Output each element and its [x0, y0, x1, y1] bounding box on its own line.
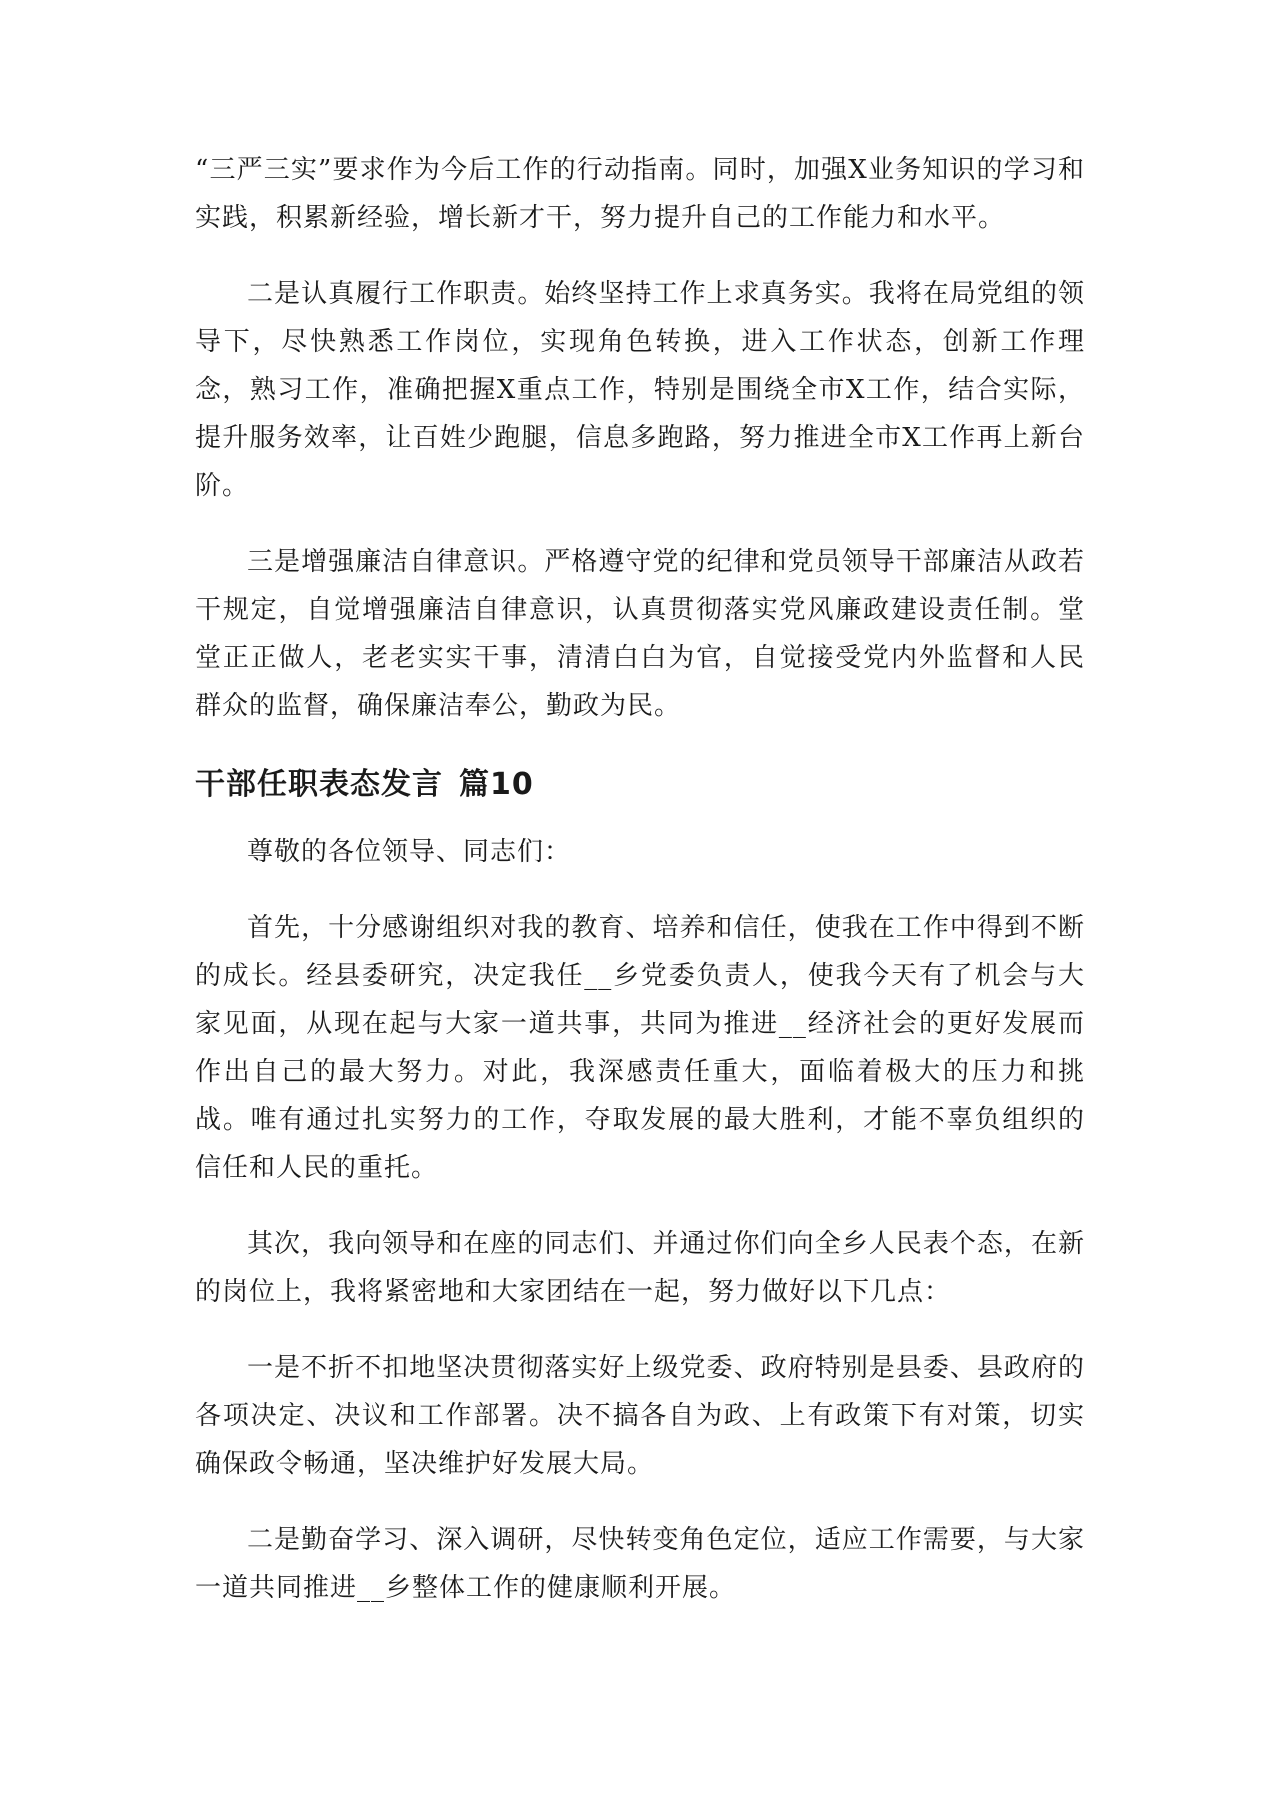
paragraph-point-two: 二是勤奋学习、深入调研，尽快转变角色定位，适应工作需要，与大家一道共同推进__乡整体工作的健康顺利开展。 [195, 1525, 1085, 1603]
section-title: 干部任职表态发言 [195, 767, 443, 802]
paragraph-salutation: 尊敬的各位领导、同志们： [247, 837, 572, 867]
paragraph-pledge-intro: 其次，我向领导和在座的同志们、并通过你们向全乡人民表个态，在新的岗位上，我将紧密地和大家团结在一起，努力做好以下几点： [195, 1229, 1085, 1307]
paragraph-gratitude: 首先，十分感谢组织对我的教育、培养和信任，使我在工作中得到不断的成长。经县委研究，决定我任__乡党委负责人，使我今天有了机会与大家见面，从现在起与大家一道共事，共同为推进__经济社会的更好发展而作出自己的最大努力。对此，我深感责任重大，面临着极大的压力和挑战。唯有通过扎实努力的工作，夺取发展的最大胜利，才能不辜负组织的信任和人民的重托。 [195, 913, 1085, 1183]
paragraph-integrity: 三是增强廉洁自律意识。严格遵守党的纪律和党员领导干部廉洁从政若干规定，自觉增强廉洁自律意识，认真贯彻落实党风廉政建设责任制。堂堂正正做人，老老实实干事，清清白白为官，自觉接受党内外监督和人民群众的监督，确保廉洁奉公，勤政为民。 [195, 547, 1085, 721]
section-heading [195, 760, 1085, 810]
paragraph-continuation: “三严三实”要求作为今后工作的行动指南。同时，加强X业务知识的学习和实践，积累新经验，增长新才干，努力提升自己的工作能力和水平。 [195, 155, 1085, 233]
document-body [195, 146, 1085, 1640]
section-number: 篇10 [459, 767, 534, 802]
paragraph-point-one: 一是不折不扣地坚决贯彻落实好上级党委、政府特别是县委、县政府的各项决定、决议和工作部署。决不搞各自为政、上有政策下有对策，切实确保政令畅通，坚决维护好发展大局。 [195, 1353, 1085, 1479]
paragraph-duty: 二是认真履行工作职责。始终坚持工作上求真务实。我将在局党组的领导下，尽快熟悉工作岗位，实现角色转换，进入工作状态，创新工作理念，熟习工作，准确把握X重点工作，特别是围绕全市X工作，结合实际，提升服务效率，让百姓少跑腿，信息多跑路，努力推进全市X工作再上新台阶。 [195, 279, 1085, 501]
